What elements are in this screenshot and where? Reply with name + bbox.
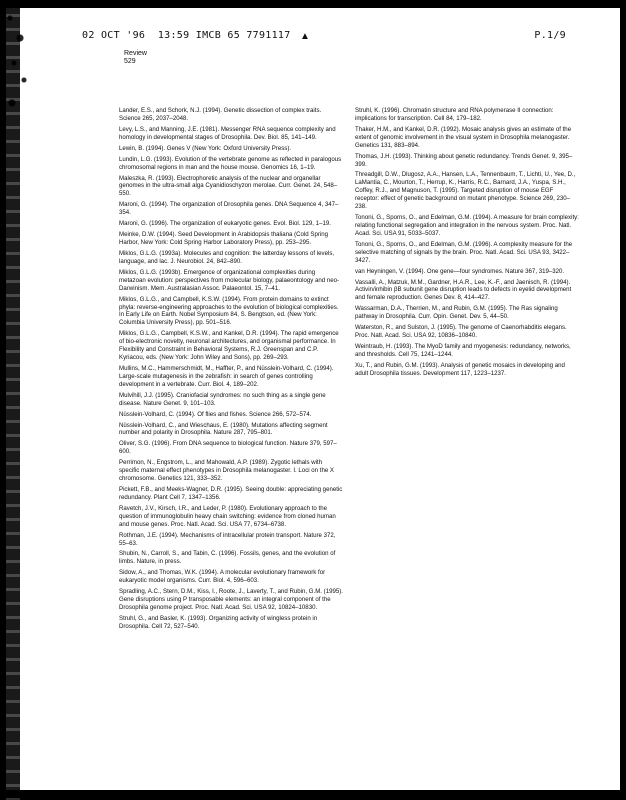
reference-entry: Vassalli, A., Matzuk, M.M., Gardner, H.A.R., Lee, K.-F., and Jaenisch, R. (1994). Activin/inhibin βB subunit gene disruption leads to defects in eyelid development and female reproduction. Genes Dev. 8, 414–427.	[355, 278, 572, 302]
scan-border-bottom	[0, 790, 626, 800]
reference-entry: Wassarman, D.A., Therrien, M., and Rubin, G.M. (1995). The Ras signaling pathway in Drosophila. Curr. Opin. Genet. Dev. 5, 44–50.	[355, 305, 558, 321]
fax-page-number: P.1/9	[534, 30, 566, 41]
reference-entry: Lundin, L.G. (1993). Evolution of the vertebrate genome as reflected in paralogous chromosomal regions in man and the house mouse. Genomics 16, 1–19.	[119, 155, 342, 171]
reference-entry: Struhl, K. (1996). Chromatin structure and RNA polymerase II connection: implications for transcription. Cell 84, 179–182.	[355, 107, 554, 122]
reference-entry: Thaker, H.M., and Kankel, D.R. (1992). Mosaic analysis gives an estimate of the extent of genomic involvement in the visual system in Drosophila melanogaster. Genetics 131, 883–894.	[355, 125, 572, 149]
journal-section: Review	[124, 50, 147, 57]
reference-entry: Maroni, G. (1994). The organization of Drosophila genes. DNA Sequence 4, 347–354.	[119, 201, 339, 217]
reference-entry: Waterston, R., and Sulston, J. (1995). The genome of Caenorhabditis elegans. Proc. Natl. Acad. Sci. USA 92, 10836–10840.	[355, 324, 567, 340]
reference-entry: Mulvihill, J.J. (1995). Craniofacial syndromes: no such thing as a single gene disease. Nature Genet. 9, 101–103.	[119, 391, 326, 407]
fax-header	[82, 30, 566, 44]
reference-entry: Oliver, S.G. (1996). From DNA sequence to biological function. Nature 379, 597–600.	[119, 440, 337, 456]
reference-entry: Sidow, A., and Thomas, W.K. (1994). A molecular evolutionary framework for eukaryotic model organisms. Curr. Biol. 4, 596–603.	[119, 569, 326, 585]
reference-entry: Pickett, F.B., and Meeks-Wagner, D.R. (1995). Seeing double: appreciating genetic redundancy. Plant Cell 7, 1347–1356.	[119, 486, 343, 501]
reference-entry: Maleszka, R. (1993). Electrophoretic analysis of the nuclear and organellar genomes in the ultra-small alga Cyanidioschyzon merolae. Curr. Genet. 24, 548–550.	[119, 174, 338, 198]
reference-entry: Tononi, G., Sporns, O., and Edelman, G.M. (1996). A complexity measure for the selective matching of signals by the brain. Proc. Natl. Acad. Sci. USA 93, 3422–3427.	[355, 240, 573, 264]
reference-entry: Nüsslein-Volhard, C. (1994). Of flies and fishes. Science 266, 572–574.	[119, 410, 312, 418]
reference-entry: Miklos, G.L.G. (1993a). Molecules and cognition: the latterday lessons of levels, language, and lac. J. Neurobiol. 24, 842–890.	[119, 249, 335, 265]
reference-entry: Shubin, N., Carroll, S., and Tabin, C. (1996). Fossils, genes, and the evolution of limbs. Nature, in press.	[119, 550, 336, 566]
reference-entry: Miklos, G.L.G. (1993b). Emergence of organizational complexities during metazoan evolution: perspectives from molecular biology, palaeontology and neo-Darwinism. Mem. Australasian Assoc. Palaeontol. 15, 7–41.	[119, 268, 340, 292]
references-column-right	[355, 107, 579, 381]
reference-entry: Lander, E.S., and Schork, N.J. (1994). Genetic dissection of complex traits. Science 265, 2037–2048.	[119, 107, 322, 122]
reference-entry: Meinke, D.W. (1994). Seed Development in Arabidopsis thaliana (Cold Spring Harbor, New York: Cold Spring Harbor Laboratory Press), pp. 253–295.	[119, 231, 328, 247]
references-column-left	[119, 107, 343, 634]
reference-entry: Threadgill, D.W., Dlugosz, A.A., Hansen, L.A., Tennenbaum, T., Lichti, U., Yee, D., LaMantia, C., Mourton, T., Herrup, K., Harris, R.C., Barnard, J.A., Yuspa, S.H., Coffey, R.J., and Magnuson, T. (1995). Targeted disruption of mouse EGF receptor: effect of genetic background on mutant phenotype. Science 269, 230–238.	[355, 171, 576, 211]
reference-entry: Weintraub, H. (1993). The MyoD family and myogenesis: redundancy, networks, and thresholds. Cell 75, 1241–1244.	[355, 343, 571, 358]
arrow-up-icon: ▲	[300, 31, 310, 42]
reference-entry: Mullins, M.C., Hammerschmidt, M., Haffter, P., and Nüsslein-Volhard, C. (1994). Large-scale mutagenesis in the zebrafish: in search of genes controlling development in a vertebrate. Curr. Biol. 4, 189–202.	[119, 364, 334, 388]
journal-page-number: 529	[124, 58, 136, 65]
fax-timestamp-line: 02 OCT '96 13:59 IMCB 65 7791117	[82, 30, 291, 41]
reference-entry: van Heyningen, V. (1994). One gene—four syndromes. Nature 367, 319–320.	[355, 267, 565, 275]
journal-header	[124, 50, 147, 66]
scan-edge-strip	[6, 8, 20, 800]
reference-entry: Miklos, G.L.G., Campbell, K.S.W., and Kankel, D.R. (1994). The rapid emergence of bio-electronic novelty, neuronal architectures, and organismal performance. In Flexibility and Constraint in Behavioral Systems, R.J. Greenspan and C.P. Kyriacou, eds. (New York: John Wiley and Sons), pp. 269–293.	[119, 330, 339, 361]
reference-entry: Nüsslein-Volhard, C., and Wieschaus, E. (1980). Mutations affecting segment number and polarity in Drosophila. Nature 287, 795–801.	[119, 421, 328, 437]
reference-entry: Miklos, G.L.G., and Campbell, K.S.W. (1994). From protein domains to extinct phyla: reverse-engineering approaches to the evolution of biological complexities. In Early Life on Earth. Nobel Symposium 84, S. Bengtson, ed. (New York: Columbia University Press), pp. 501–516.	[119, 295, 339, 327]
reference-entry: Rothman, J.E. (1994). Mechanisms of intracellular protein transport. Nature 372, 55–63.	[119, 531, 336, 547]
reference-entry: Xu, T., and Rubin, G.M. (1993). Analysis of genetic mosaics in developing and adult Drosophila tissues. Development 117, 1223–1237.	[355, 361, 565, 377]
reference-entry: Struhl, G., and Basler, K. (1993). Organizing activity of wingless protein in Drosophila. Cell 72, 527–540.	[119, 614, 318, 630]
reference-entry: Tononi, G., Sporns, O., and Edelman, G.M. (1994). A measure for brain complexity: relating functional segregation and integration in the nervous system. Proc. Natl. Acad. Sci. USA 91, 5033–5037.	[355, 214, 579, 237]
scan-border-right	[620, 0, 626, 800]
reference-entry: Perrimon, N., Engstrom, L., and Mahowald, A.P. (1989). Zygotic lethals with specific maternal effect phenotypes in Drosophila melanogaster. I. Loci on the X chromosome. Genetics 121, 333–352.	[119, 459, 334, 483]
reference-entry: Thomas, J.H. (1993). Thinking about genetic redundancy. Trends Genet. 9, 395–399.	[355, 152, 573, 168]
reference-entry: Ravetch, J.V., Kirsch, I.R., and Leder, P. (1980). Evolutionary approach to the question of immunoglobulin heavy chain switching: evidence from cloned human and mouse genes. Proc. Natl. Acad. Sci. USA 77, 6734–6738.	[119, 504, 336, 528]
reference-entry: Spradling, A.C., Stern, D.M., Kiss, I., Roote, J., Laverty, T., and Rubin, G.M. (1995). Gene disruptions using P transposable elements: an integral component of the Drosophila genome project. Proc. Natl. Acad. Sci. USA 92, 10824–10830.	[119, 588, 343, 612]
scan-border-top	[0, 0, 626, 8]
reference-entry: Lewin, B. (1994). Genes V (New York: Oxford University Press).	[119, 144, 292, 152]
reference-entry: Levy, L.S., and Manning, J.E. (1981). Messenger RNA sequence complexity and homology in developmental stages of Drosophila. Dev. Biol. 85, 141–149.	[119, 125, 336, 141]
reference-entry: Maroni, G. (1996). The organization of eukaryotic genes. Evol. Biol. 129, 1–19.	[119, 220, 331, 228]
scan-speckle	[6, 8, 32, 118]
